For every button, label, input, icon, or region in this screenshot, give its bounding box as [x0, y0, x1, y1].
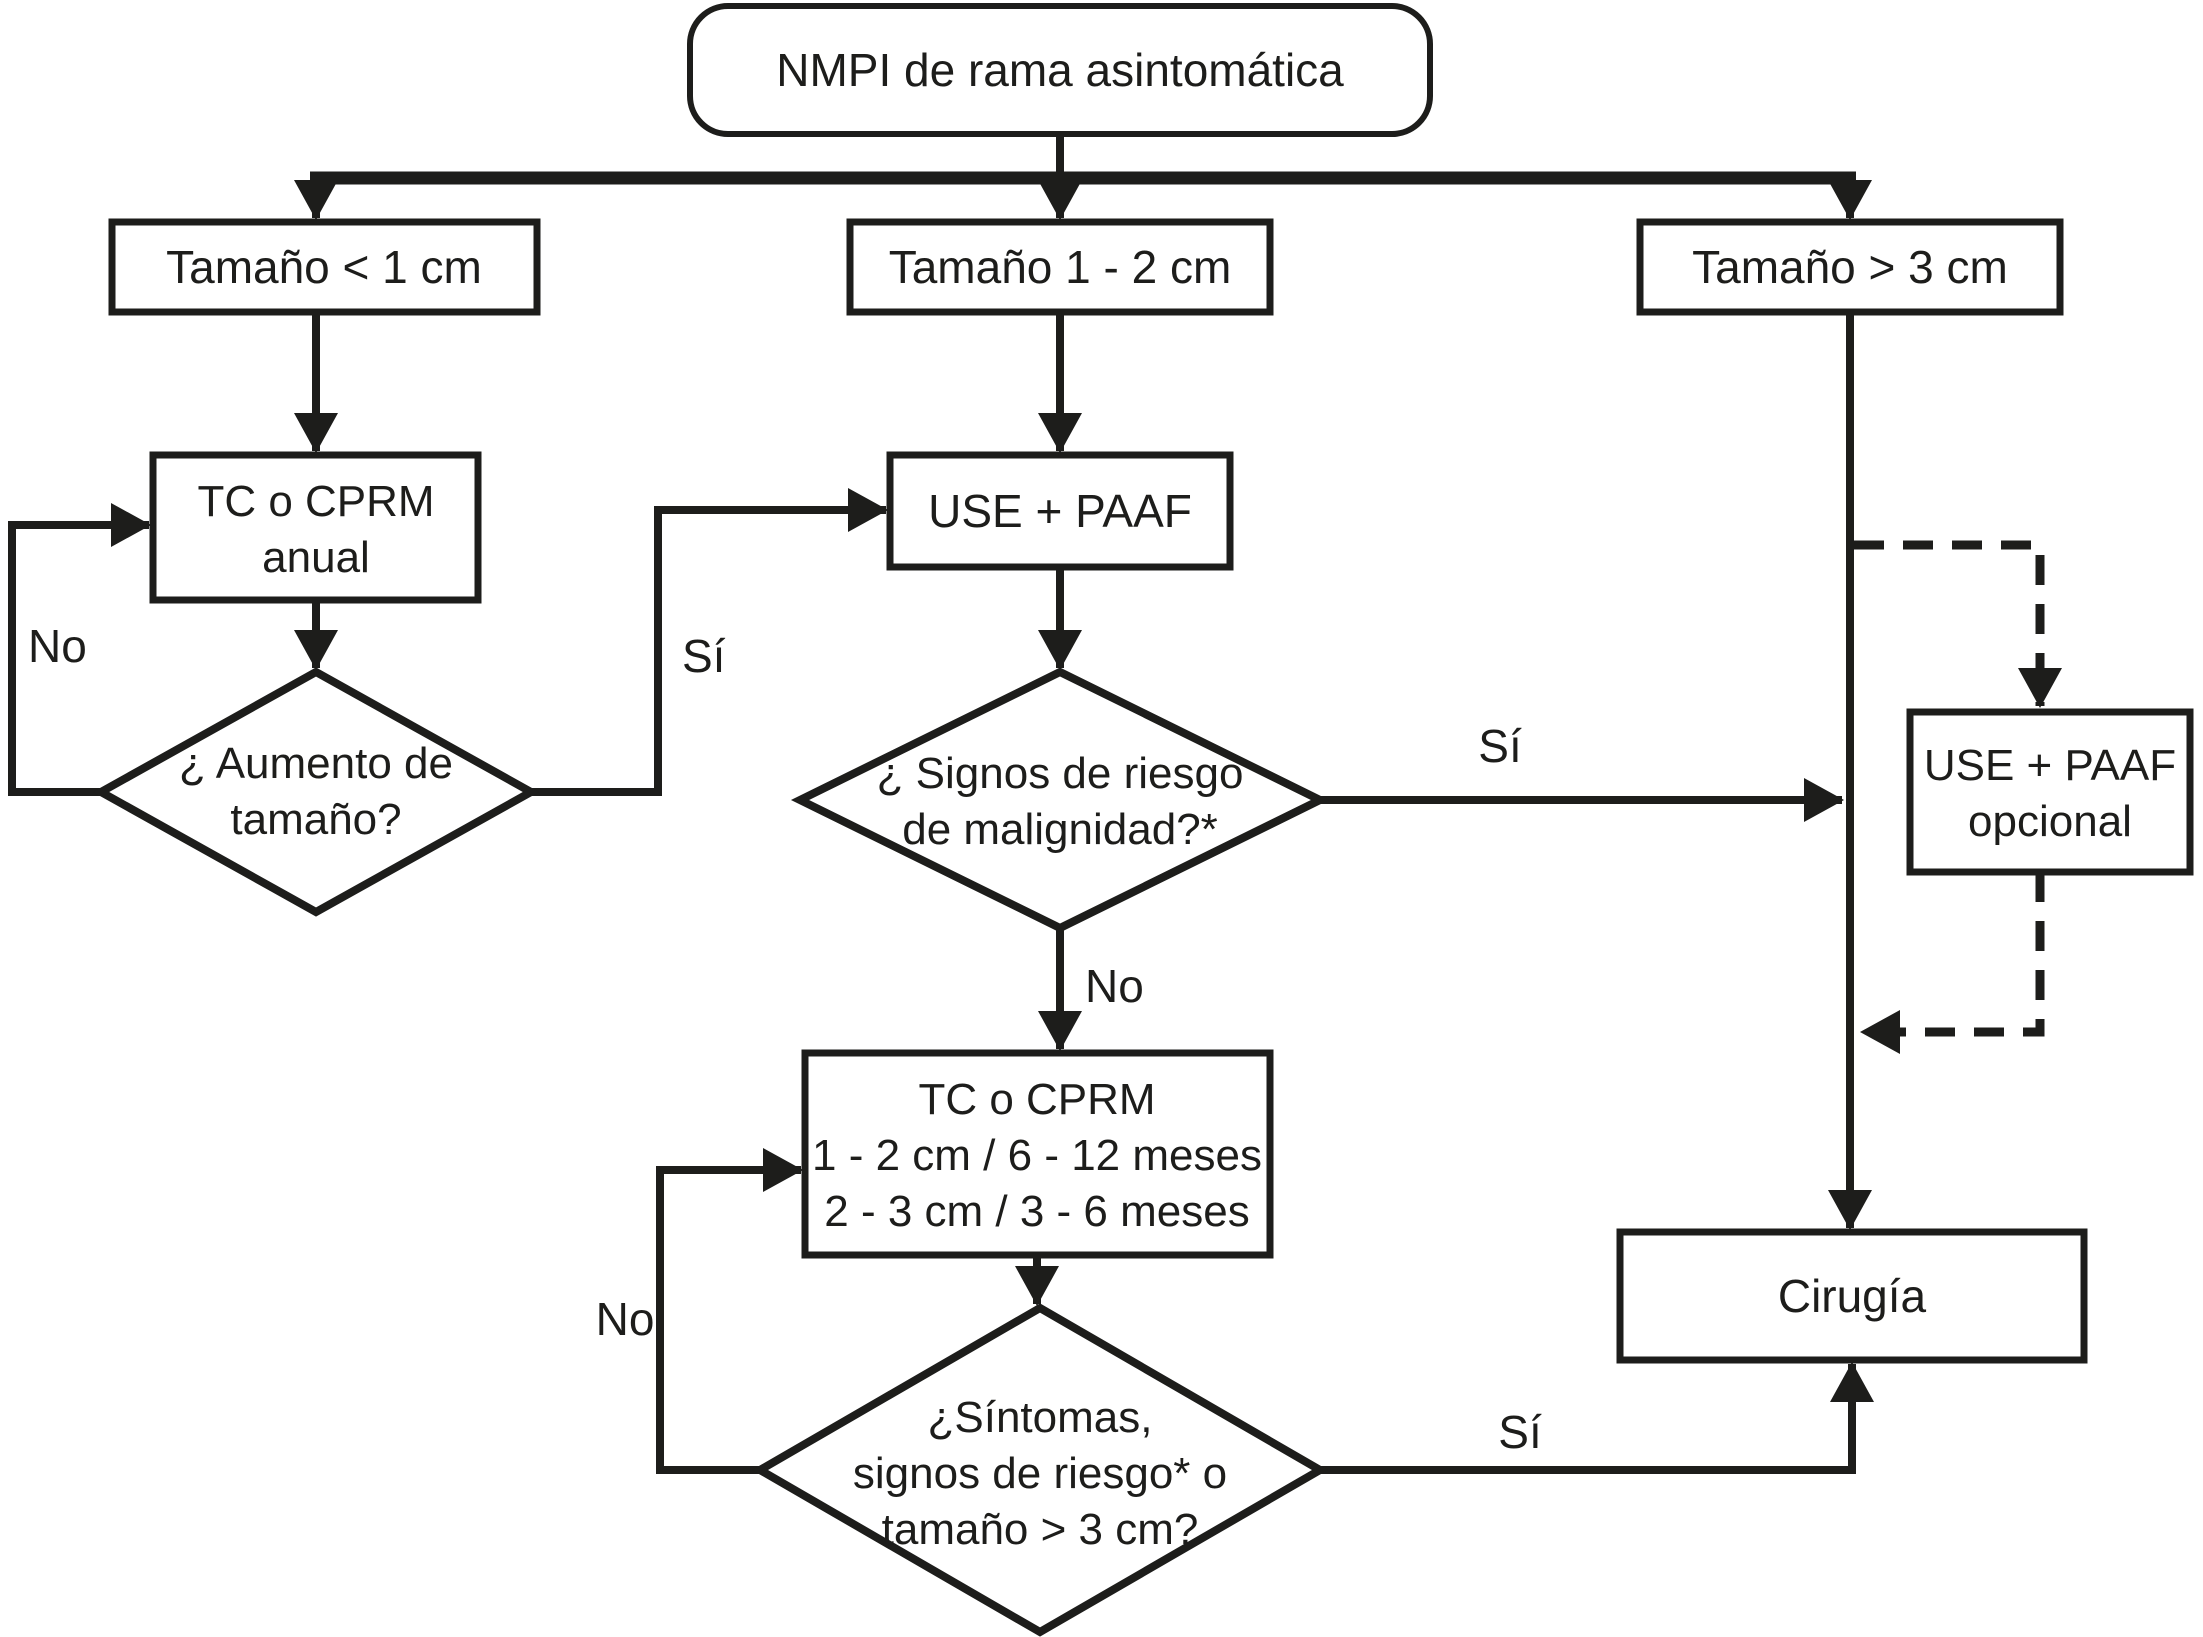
size-small-label: Tamaño < 1 cm — [166, 241, 482, 293]
annual-imaging-label-line2: anual — [262, 533, 370, 582]
dashed-connector-eus-fna-optional-return — [1862, 872, 2040, 1032]
loop-symptoms-no — [660, 1170, 801, 1470]
eus-fna-label: USE + PAAF — [928, 485, 1192, 537]
edge-label-symptoms-yes: Sí — [1498, 1406, 1542, 1458]
edge-label-malignancy-yes: Sí — [1478, 720, 1522, 772]
growth-question-label-line1: ¿ Aumento de — [179, 739, 453, 788]
eus-fna-optional-label-line2: opcional — [1968, 797, 2132, 846]
edge-label-malignancy-no: No — [1085, 960, 1144, 1012]
interval-imaging-label-line3: 2 - 3 cm / 3 - 6 meses — [824, 1187, 1250, 1236]
symptoms-question-label-line2: signos de riesgo* o — [852, 1449, 1228, 1498]
edge-symptoms-yes — [1320, 1364, 1852, 1470]
symptoms-question-label-line1: ¿Síntomas, — [927, 1393, 1153, 1442]
surgery-label: Cirugía — [1777, 1270, 1927, 1322]
edge-label-growth-yes: Sí — [682, 630, 726, 682]
annual-imaging-label-line1: TC o CPRM — [197, 477, 435, 526]
size-medium-label: Tamaño 1 - 2 cm — [888, 241, 1232, 293]
dashed-connector-to-eus-fna-optional — [1854, 545, 2040, 706]
growth-question-diamond — [101, 672, 531, 912]
start-node-label: NMPI de rama asintomática — [776, 44, 1344, 96]
malignancy-question-label-line1: ¿ Signos de riesgo — [876, 749, 1244, 798]
size-large-label: Tamaño > 3 cm — [1692, 241, 2008, 293]
interval-imaging-label-line2: 1 - 2 cm / 6 - 12 meses — [812, 1131, 1262, 1180]
malignancy-question-diamond — [800, 672, 1320, 928]
malignancy-question-label-line2: de malignidad?* — [902, 805, 1218, 854]
eus-fna-optional-label-line1: USE + PAAF — [1923, 741, 2177, 790]
edge-label-growth-no: No — [28, 620, 87, 672]
growth-question-label-line2: tamaño? — [230, 795, 402, 844]
symptoms-question-label-line3: tamaño > 3 cm? — [881, 1505, 1199, 1554]
interval-imaging-label-line1: TC o CPRM — [918, 1075, 1156, 1124]
edge-label-symptoms-no: No — [595, 1293, 655, 1345]
eus-fna-optional-box — [1910, 712, 2190, 872]
